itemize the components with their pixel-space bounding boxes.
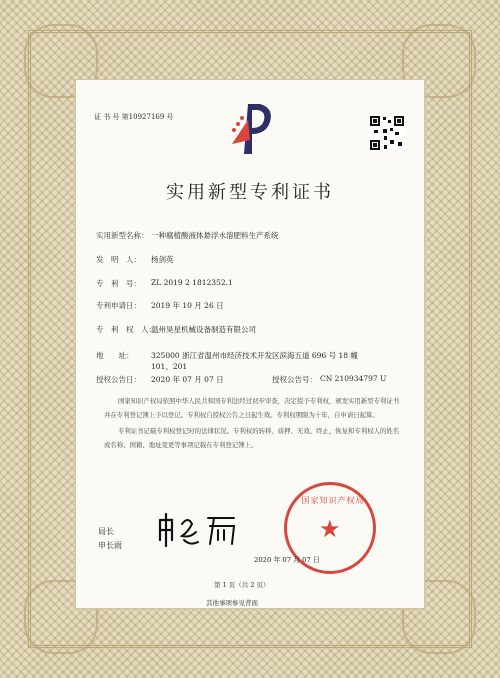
field-label-patent-no: 专 利 号： — [96, 279, 141, 288]
statement-paragraph-1: 国家知识产权局依照中华人民共和国专利法经过初步审查，决定授予专利权，颁发实用新型专利证书并在专利登记簿上予以登记。专利权自授权公告之日起生效。专利权期限为十年，自申请日起算。 — [104, 397, 400, 419]
field-value-address: 325000 浙江省温州市经济技术开发区滨海五道 696 号 18 幢 101、201 — [151, 351, 358, 371]
seal-text: 国家知识产权局 — [301, 496, 365, 505]
footer-note: 其他事项参见背面 — [206, 599, 258, 607]
field-label-address: 地 址： — [96, 351, 134, 360]
field-value-owner: 温州昊星机械设备制造有限公司 — [151, 325, 256, 334]
field-value-inventor: 杨剑英 — [151, 255, 174, 264]
certificate-title: 实用新型专利证书 — [166, 182, 334, 203]
handwritten-signature — [154, 510, 244, 550]
signature-name: 申长雨 — [98, 541, 122, 550]
certificate-paper — [76, 80, 424, 608]
patent-office-logo — [226, 100, 278, 156]
emblem-icon: ★ — [319, 515, 341, 543]
statement-paragraph-2: 专利证书记载专利权登记时的法律状况。专利权的转移、质押、无效、终止、恢复和专利权人的姓名或名称、国籍、地址变更等事项记载在专利登记簿上。 — [104, 427, 400, 449]
certificate-number: 证 书 号 第10927169 号 — [94, 113, 174, 121]
signature-title: 局长 — [98, 527, 114, 536]
announce-no-value: CN 210934797 U — [320, 374, 387, 383]
page-info: 第 1 页（共 2 页） — [214, 581, 270, 589]
announce-date-value: 2020 年 07 月 07 日 — [151, 375, 224, 384]
field-value-patent-no: ZL 2019 2 1812352.1 — [151, 278, 233, 287]
field-value-apply-date: 2019 年 10 月 26 日 — [151, 301, 224, 310]
field-label-apply-date: 专利申请日： — [96, 301, 141, 310]
announce-no-label: 授权公告号： — [272, 375, 317, 384]
field-label-owner: 专 利 权 人： — [96, 325, 156, 334]
seal-date: 2020 年 07 月 07 日 — [254, 556, 320, 564]
field-label-inventor: 发 明 人： — [96, 255, 141, 264]
field-value-name: 一种腐植酸液体悬浮水溶肥料生产系统 — [151, 231, 279, 240]
field-label-name: 实用新型名称： — [96, 231, 149, 240]
qr-code — [368, 114, 406, 152]
announce-date-label: 授权公告日： — [96, 375, 141, 384]
